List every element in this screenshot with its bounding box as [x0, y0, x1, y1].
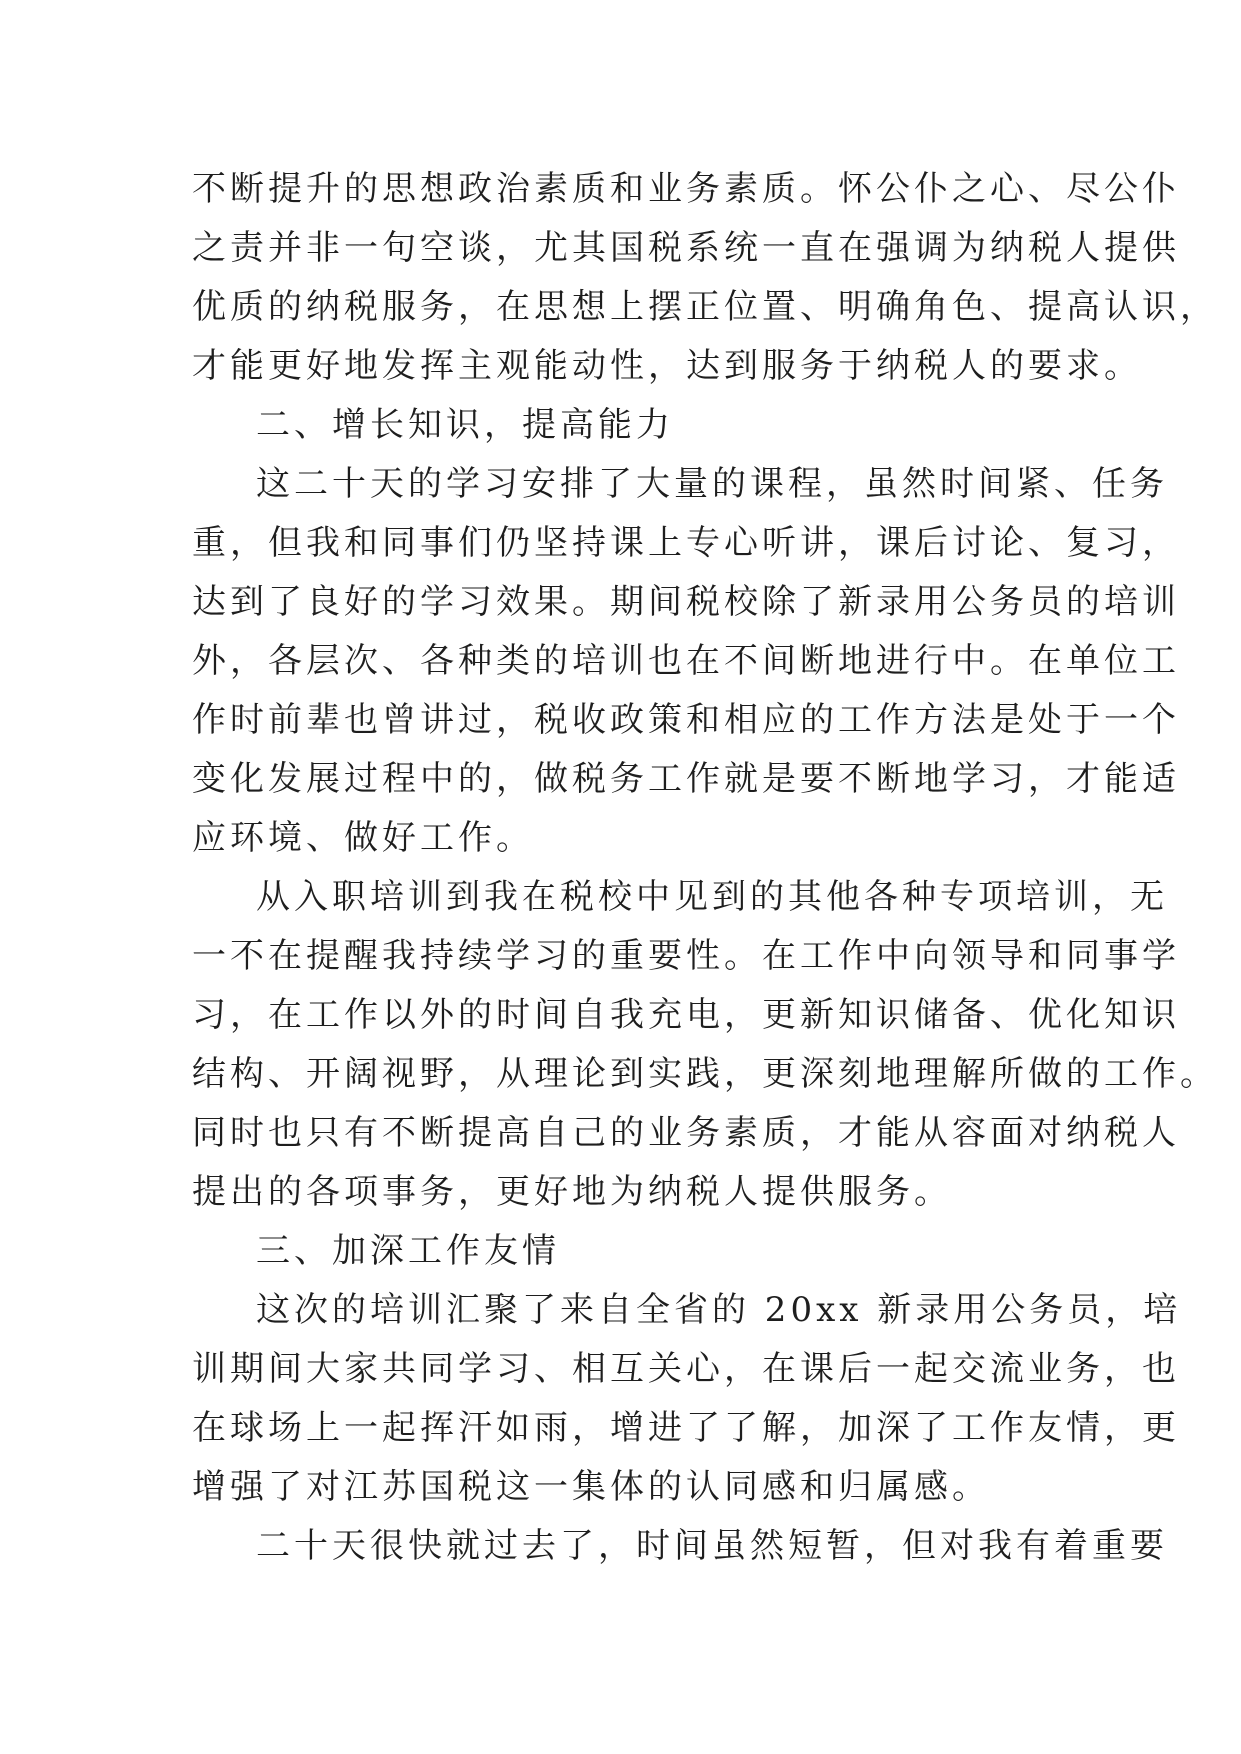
text-line: 作时前辈也曾讲过，税收政策和相应的工作方法是处于一个: [192, 700, 1180, 740]
text-line: 这二十天的学习安排了大量的课程，虽然时间紧、任务: [256, 464, 1168, 504]
text-line: 训期间大家共同学习、相互关心，在课后一起交流业务，也: [192, 1349, 1180, 1389]
text-line: 从入职培训到我在税校中见到的其他各种专项培训，无: [256, 877, 1168, 917]
text-line: 这次的培训汇聚了来自全省的 20xx 新录用公务员，培: [256, 1290, 1182, 1330]
text-line: 同时也只有不断提高自己的业务素质，才能从容面对纳税人: [192, 1113, 1180, 1153]
text-line: 不断提升的思想政治素质和业务素质。怀公仆之心、尽公仆: [192, 169, 1180, 209]
text-line: 达到了良好的学习效果。期间税校除了新录用公务员的培训: [192, 582, 1180, 622]
text-line: 才能更好地发挥主观能动性，达到服务于纳税人的要求。: [192, 346, 1142, 386]
text-line: 一不在提醒我持续学习的重要性。在工作中向领导和同事学: [192, 936, 1180, 976]
text-line: 习，在工作以外的时间自我充电，更新知识储备、优化知识: [192, 995, 1180, 1035]
text-line: 在球场上一起挥汗如雨，增进了了解，加深了工作友情，更: [192, 1408, 1180, 1448]
text-line: 应环境、做好工作。: [192, 818, 534, 858]
document-body: [192, 160, 1218, 1576]
section-heading: 二、增长知识，提高能力: [256, 405, 674, 445]
text-line: 变化发展过程中的，做税务工作就是要不断地学习，才能适: [192, 759, 1180, 799]
section-heading: 三、加深工作友情: [256, 1231, 560, 1271]
text-line: 二十天很快就过去了，时间虽然短暂，但对我有着重要: [256, 1526, 1168, 1566]
text-line: 增强了对江苏国税这一集体的认同感和归属感。: [192, 1467, 990, 1507]
text-line: 外，各层次、各种类的培训也在不间断地进行中。在单位工: [192, 641, 1180, 681]
text-line: 重，但我和同事们仍坚持课上专心听讲，课后讨论、复习，: [192, 523, 1180, 563]
text-line: 结构、开阔视野，从理论到实践，更深刻地理解所做的工作。: [192, 1054, 1218, 1094]
text-line: 提出的各项事务，更好地为纳税人提供服务。: [192, 1172, 952, 1212]
text-line: 之责并非一句空谈，尤其国税系统一直在强调为纳税人提供: [192, 228, 1180, 268]
text-line: 优质的纳税服务，在思想上摆正位置、明确角色、提高认识，: [192, 287, 1218, 327]
